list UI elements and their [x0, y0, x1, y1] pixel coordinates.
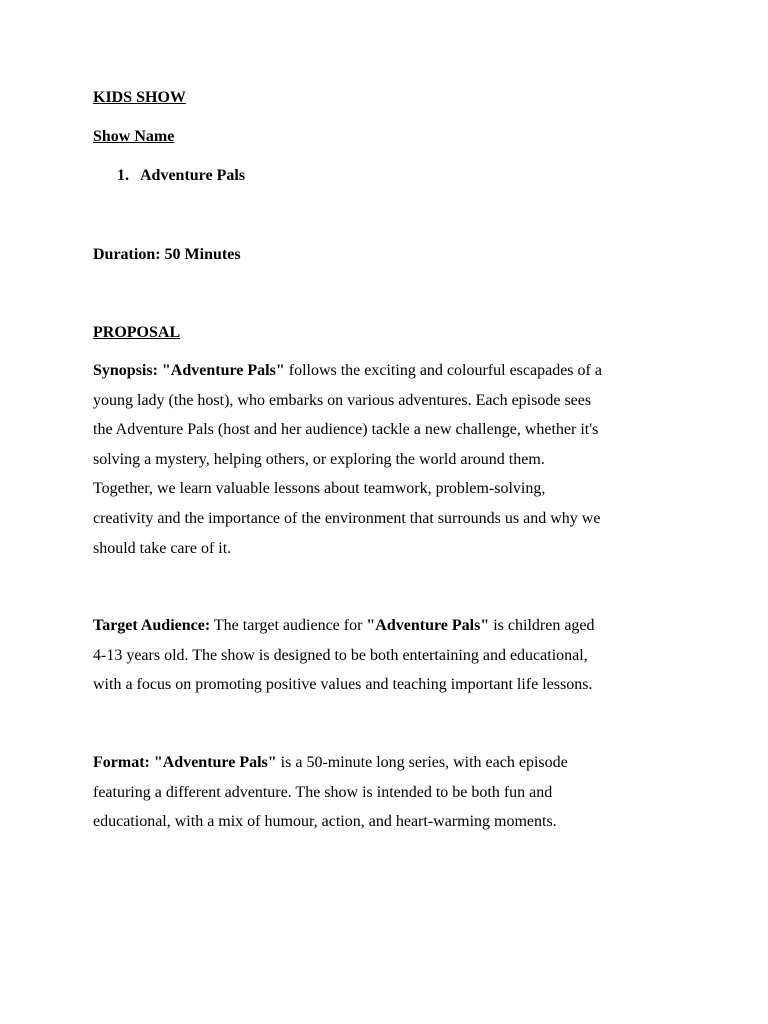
synopsis-line: the Adventure Pals (host and her audience) tackle a new challenge, whether it's: [93, 421, 599, 439]
target-audience-title: "Adventure Pals": [366, 617, 490, 634]
target-audience-line: 4-13 years old. The show is designed to be both entertaining and educational,: [93, 646, 588, 664]
format-text: is a 50-minute long series, with each episode: [280, 754, 568, 771]
target-audience-label: Target Audience:: [93, 617, 211, 634]
synopsis-line: solving a mystery, helping others, or exploring the world around them.: [93, 450, 545, 468]
proposal-heading: PROPOSAL: [93, 324, 181, 341]
format-label: Format:: [93, 754, 150, 771]
target-audience-paragraph: [93, 611, 683, 700]
synopsis-line: creativity and the importance of the environment that surrounds us and why we: [93, 509, 601, 527]
target-audience-text: The target audience for: [213, 617, 363, 634]
synopsis-line: young lady (the host), who embarks on various adventures. Each episode sees: [93, 391, 592, 409]
list-number: 1.: [117, 167, 129, 184]
duration-line: Duration: 50 Minutes: [93, 246, 241, 263]
synopsis-text: follows the exciting and colourful escapades of a: [288, 362, 602, 379]
kids-show-heading: KIDS SHOW: [93, 89, 186, 106]
target-audience-line: [93, 611, 683, 641]
target-audience-line: with a focus on promoting positive values and teaching important life lessons.: [93, 676, 593, 694]
format-title: "Adventure Pals": [153, 754, 277, 771]
synopsis-paragraph: [93, 356, 683, 563]
synopsis-line: Together, we learn valuable lessons about teamwork, problem-solving,: [93, 480, 546, 498]
format-line: featuring a different adventure. The show is intended to be both fun and: [93, 783, 553, 801]
synopsis-line: [93, 356, 683, 386]
synopsis-title: "Adventure Pals": [161, 362, 285, 379]
format-line: [93, 748, 683, 778]
show-name-label: Show Name: [93, 128, 175, 145]
synopsis-line: should take care of it.: [93, 539, 232, 557]
format-paragraph: [93, 748, 683, 837]
synopsis-label: Synopsis:: [93, 362, 158, 379]
target-audience-text: is children aged: [493, 617, 595, 634]
list-text: Adventure Pals: [140, 167, 246, 184]
format-line: educational, with a mix of humour, action, and heart-warming moments.: [93, 813, 557, 831]
